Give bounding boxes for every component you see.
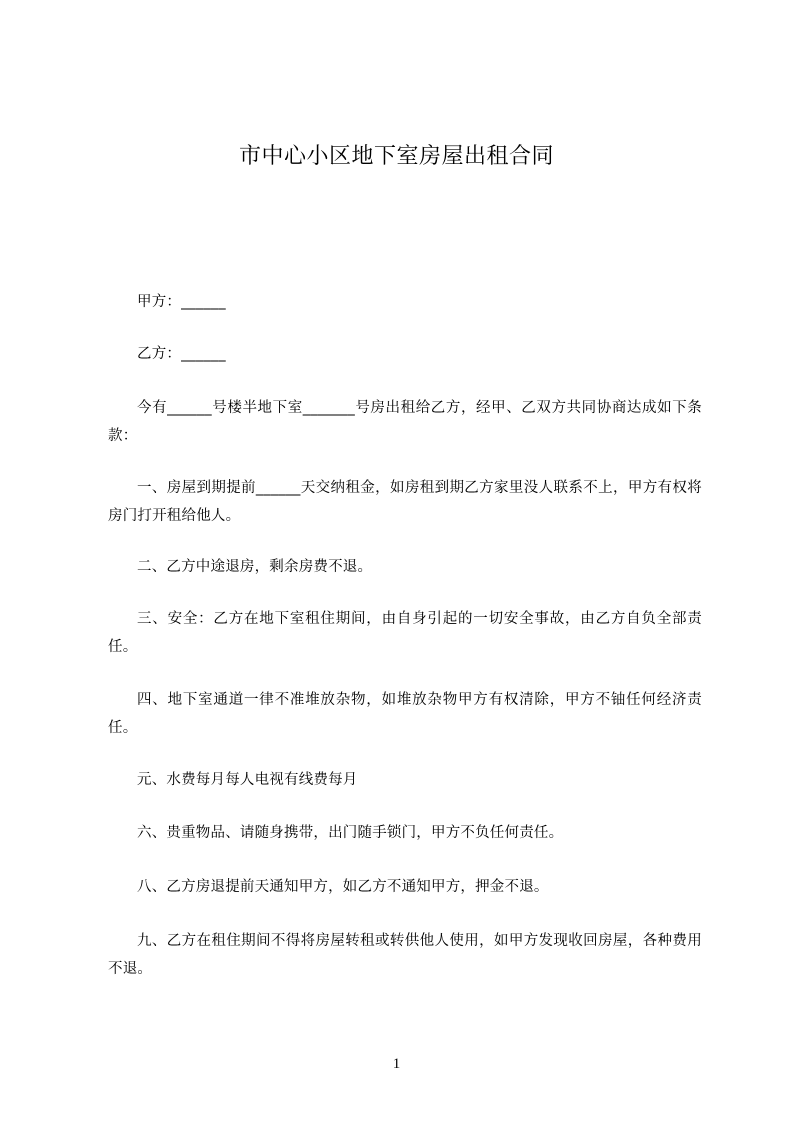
- document-title: 市中心小区地下室房屋出租合同: [238, 144, 554, 169]
- page-number: 1: [392, 1056, 401, 1072]
- clause-9: 九、乙方在租住期间不得将房屋转租或转供他人使用，如甲方发现收回房屋，各种费用不退。: [108, 933, 702, 977]
- intro-paragraph: 今有______号楼半地下室_______号房出租给乙方，经甲、乙双方共同协商达成如下条款：: [108, 400, 702, 444]
- party-a-line: 甲方：______: [137, 294, 226, 310]
- clause-4: 四、地下室通道一律不准堆放杂物，如堆放杂物甲方有权清除，甲方不铀任何经济责任。: [108, 692, 702, 736]
- clause-3: 三、安全：乙方在地下室租住期间，由自身引起的一切安全事故，由乙方自负全部责任。: [108, 611, 702, 655]
- clause-1: 一、房屋到期提前______天交纳租金，如房租到期乙方家里没人联系不上，甲方有权将房门打开租给他人。: [108, 480, 702, 524]
- clause-6: 六、贵重物品、请随身携带，出门随手锁门，甲方不负任何责任。: [137, 825, 564, 841]
- clause-2: 二、乙方中途退房，剩余房费不退。: [137, 559, 373, 575]
- clause-8: 八、乙方房退提前天通知甲方，如乙方不通知甲方，押金不退。: [137, 879, 549, 895]
- clause-5: 元、水费每月每人电视有线费每月: [137, 772, 358, 788]
- party-b-line: 乙方：______: [137, 346, 226, 362]
